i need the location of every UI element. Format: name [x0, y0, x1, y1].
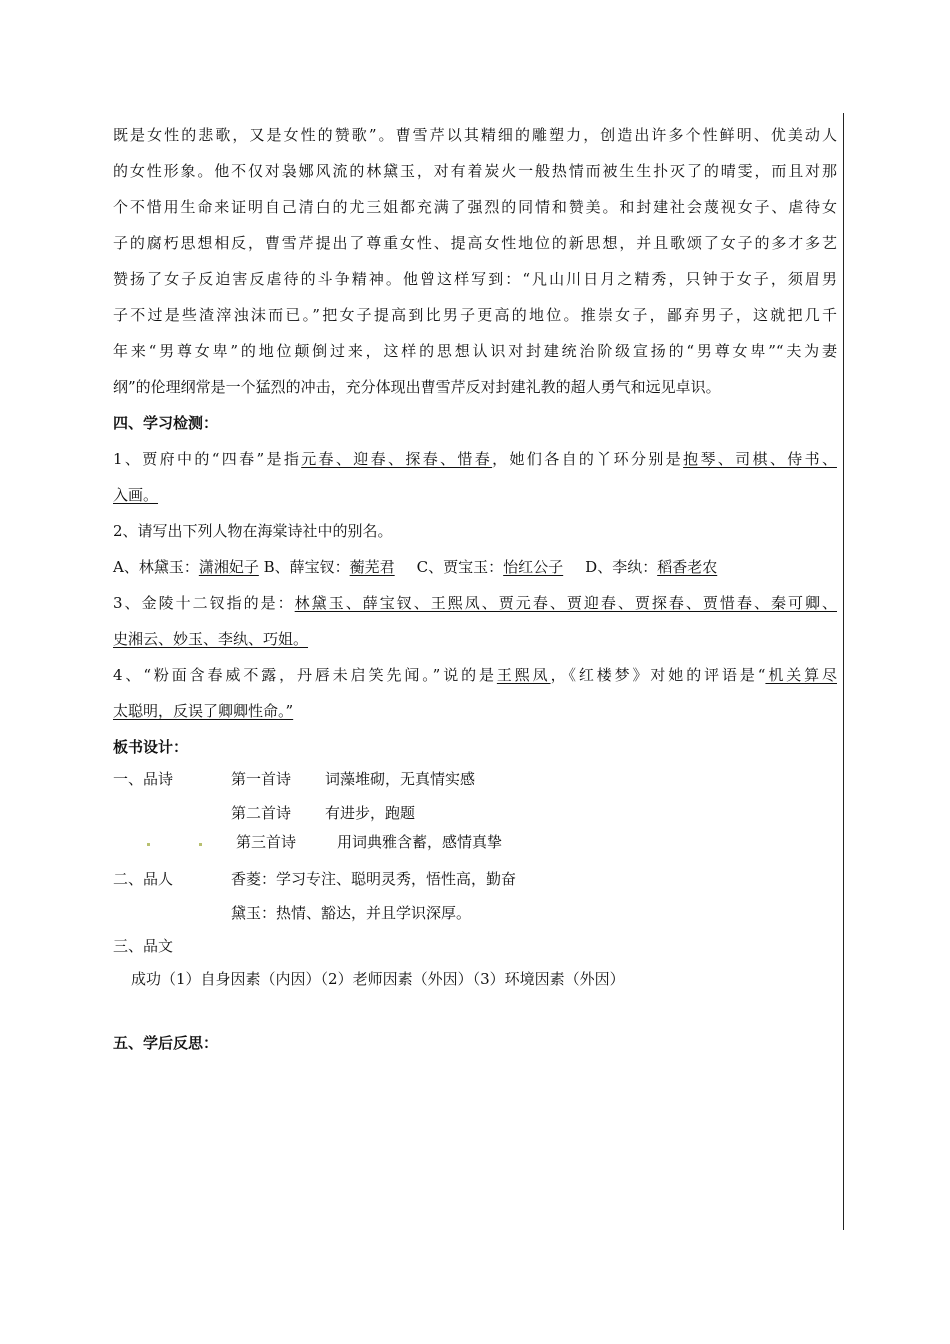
- question-2-options: A、林黛玉：潇湘妃子 B、薛宝钗：蘅芜君 C、贾宝玉：怡红公子 D、李纨：稻香老农: [113, 558, 718, 576]
- section-heading-study-check: 四、学习检测：: [113, 414, 219, 432]
- poem-3-label: 第三首诗: [236, 833, 297, 851]
- paragraph-line-6: 子不过是些渣滓浊沫而已。”把女子提高到比男子更高的地位。推崇女子，鄙弃男子，这就把几千: [113, 306, 837, 324]
- poem-1-label: 第一首诗: [231, 770, 292, 788]
- answer-twelve-beauties-cont: 史湘云、妙玉、李纨、巧姐。: [113, 630, 309, 648]
- answer-maids: 抱琴、司棋、侍书、: [683, 450, 837, 468]
- paragraph-line-5: 赞扬了女子反迫害反虐待的斗争精神。他曾这样写到：“凡山川日月之精秀，只钟于女子，须眉男: [113, 270, 837, 288]
- margin-rule: [843, 113, 844, 1230]
- board-section-writing: 三、品文: [113, 937, 174, 955]
- poem-2-label: 第二首诗: [231, 804, 292, 822]
- section-heading-reflection: 五、学后反思：: [113, 1034, 219, 1052]
- answer-verdict-cont: 太聪明，反误了卿卿性命。”: [113, 702, 294, 720]
- answer-lin-daiyu-alias: 潇湘妃子: [198, 558, 259, 576]
- answer-li-wan-alias: 稻香老农: [657, 558, 718, 576]
- answer-wang-xifeng: 王熙凤: [496, 666, 551, 684]
- answer-maids-cont: 入画。: [113, 486, 159, 504]
- question-4-line-2: [113, 700, 293, 721]
- person-daiyu: 黛玉：热情、豁达，并且学识深厚。: [231, 904, 472, 922]
- question-3-line-2: [113, 628, 308, 649]
- person-xiangling: 香菱：学习专注、聪明灵秀，悟性高，勤奋: [231, 870, 517, 888]
- success-factors: 成功（1）自身因素（内因）（2）老师因素（外因）（3）环境因素（外因）: [131, 970, 625, 988]
- paragraph-line-2: 的女性形象。他不仅对袅娜风流的林黛玉，对有着炭火一般热情而被生生扑灭了的晴雯，而且对那: [113, 162, 837, 180]
- board-section-poem: 一、品诗: [113, 770, 174, 788]
- stray-dot: [147, 843, 150, 846]
- answer-twelve-beauties: 林黛玉、薛宝钗、王熙凤、贾元春、贾迎春、贾探春、贾惜春、秦可卿、: [294, 594, 837, 612]
- answer-verdict: 机关算尽: [765, 666, 837, 684]
- board-section-people: 二、品人: [113, 870, 174, 888]
- question-1-line-2: [113, 484, 158, 505]
- answer-jia-baoyu-alias: 怡红公子: [503, 558, 564, 576]
- paragraph-line-8: 纲”的伦理纲常是一个猛烈的冲击，充分体现出曹雪芹反对封建礼教的超人勇气和远见卓识。: [113, 378, 721, 396]
- question-4-line-1: 4、“粉面含春威不露，丹唇未启笑先闻。”说的是王熙凤，《红楼梦》对她的评语是“机关算尽: [113, 666, 837, 684]
- answer-four-springs: 元春、迎春、探春、惜春: [301, 450, 493, 468]
- question-3-line-1: 3、金陵十二钗指的是：林黛玉、薛宝钗、王熙凤、贾元春、贾迎春、贾探春、贾惜春、秦可卿、: [113, 594, 837, 612]
- poem-3-comment: 用词典雅含蓄，感情真挚: [337, 833, 503, 851]
- paragraph-line-4: 子的腐朽思想相反，曹雪芹提出了尊重女性、提高女性地位的新思想，并且歌颂了女子的多才多艺: [113, 234, 837, 252]
- paragraph-line-7: 年来“男尊女卑”的地位颠倒过来，这样的思想认识对封建统治阶级宣扬的“男尊女卑”“夫为妻: [113, 342, 837, 360]
- paragraph-line-3: 个不惜用生命来证明自己清白的尤三姐都充满了强烈的同情和赞美。和封建社会蔑视女子、虐待女: [113, 198, 837, 216]
- paragraph-line-1: 既是女性的悲歌，又是女性的赞歌”。曹雪芹以其精细的雕塑力，创造出许多个性鲜明、优美动人: [113, 126, 837, 144]
- answer-xue-baochai-alias: 蘅芜君: [349, 558, 395, 576]
- stray-dot: [199, 843, 202, 846]
- poem-1-comment: 词藻堆砌，无真情实感: [325, 770, 476, 788]
- question-1-line-1: 1、贾府中的“四春”是指元春、迎春、探春、惜春，她们各自的丫环分别是抱琴、司棋、侍书、: [113, 450, 837, 468]
- question-2: 2、请写出下列人物在海棠诗社中的别名。: [113, 522, 393, 540]
- board-design-heading: 板书设计：: [113, 738, 189, 756]
- poem-2-comment: 有进步，跑题: [325, 804, 416, 822]
